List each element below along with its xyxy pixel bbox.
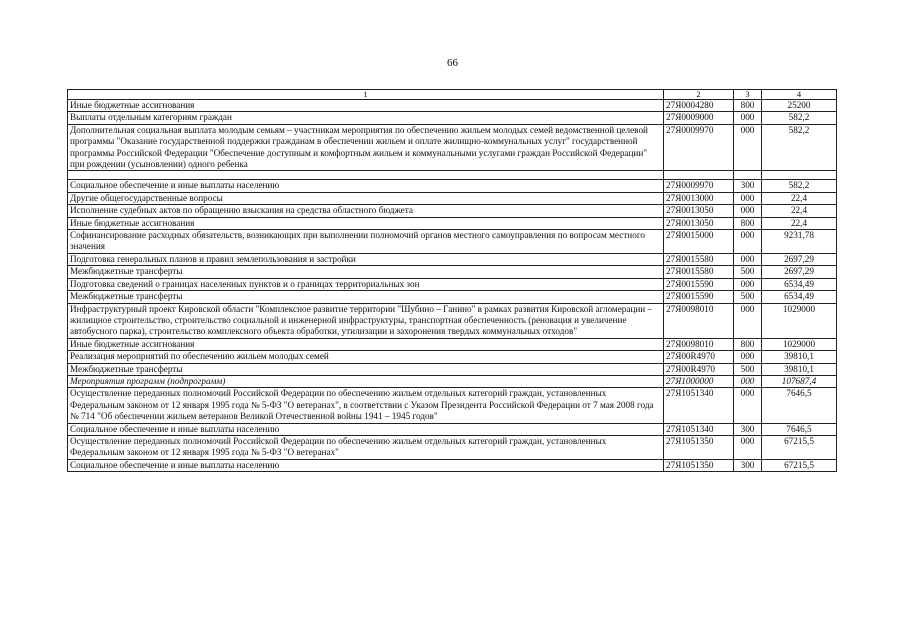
table-row xyxy=(68,100,837,112)
row-name-cell: Другие общегосударственные вопросы xyxy=(68,192,664,204)
row-name-cell: Дополнительная социальная выплата молодым семьям – участникам мероприятия по обеспечению жильем молодых семей ведомственной целевой программы "Оказание государственной поддержки гражданам в обеспечении жильем и оплате жилищно-коммунальных услуг" государственной программы Российской Федерации "Обеспечение доступным и комфортным жильем и коммунальными услугами граждан Российской Федерации" при рождении (усыновлении) одного ребенка xyxy=(68,124,664,171)
row-expense-type-cell: 000 xyxy=(734,192,762,204)
row-name-cell: Выплаты отдельным категориям граждан xyxy=(68,112,664,124)
row-code-cell: 27Я1051340 xyxy=(664,423,734,435)
table-row xyxy=(68,388,837,423)
header-col-3: 3 xyxy=(734,90,762,100)
table-row xyxy=(68,112,837,124)
row-name-cell: Подготовка сведений о границах населенных пунктов и о границах территориальных зон xyxy=(68,278,664,290)
row-code-cell: 27Я1051350 xyxy=(664,435,734,459)
table-row xyxy=(68,278,837,290)
row-name-cell: Осуществление переданных полномочий Российской Федерации по обеспечению жильем отдельных категорий граждан, установленных Федеральным законом от 12 января 1995 года № 5-ФЗ "О ветеранах", в соответствии с Указом Президента Российской Федерации от 7 мая 2008 года № 714 "Об обеспечении жильем ветеранов Великой Отечественной войны 1941 – 1945 годов" xyxy=(68,388,664,423)
table-row xyxy=(68,303,837,338)
row-sum-cell: 22,4 xyxy=(762,192,837,204)
row-expense-type-cell: 000 xyxy=(734,435,762,459)
row-expense-type-cell: 000 xyxy=(734,230,762,254)
row-name-cell: Мероприятия программ (подпрограмм) xyxy=(68,375,664,387)
row-name-cell: Социальное обеспечение и иные выплаты населению xyxy=(68,459,664,471)
row-expense-type-cell: 800 xyxy=(734,217,762,229)
row-sum-cell: 2697,29 xyxy=(762,266,837,278)
table-row xyxy=(68,375,837,387)
row-expense-type-cell: 000 xyxy=(734,112,762,124)
row-expense-type-cell: 800 xyxy=(734,338,762,350)
row-code-cell: 27Я0009000 xyxy=(664,112,734,124)
row-name-cell: Иные бюджетные ассигнования xyxy=(68,217,664,229)
row-expense-type-cell: 300 xyxy=(734,459,762,471)
row-sum-cell: 7646,5 xyxy=(762,388,837,423)
table-header-row xyxy=(68,90,837,100)
row-expense-type-cell: 300 xyxy=(734,423,762,435)
row-expense-type-cell: 000 xyxy=(734,124,762,171)
row-expense-type-cell: 800 xyxy=(734,100,762,112)
table-row xyxy=(68,192,837,204)
row-expense-type-cell: 000 xyxy=(734,388,762,423)
spacer-cell xyxy=(734,171,762,180)
row-sum-cell: 22,4 xyxy=(762,217,837,229)
row-name-cell: Межбюджетные трансферты xyxy=(68,266,664,278)
row-sum-cell: 39810,1 xyxy=(762,363,837,375)
row-name-cell: Инфраструктурный проект Кировской области "Комплексное развитие территории "Шубино – Ганино" в рамках развития Кировской агломерации – жилищное строительство, строительство социальной и инженерной инфраструктуры, транспортная обеспеченность (реновация и увеличение автобусного парка), строительство комплексного объекта обработки, утилизации и захоронения твердых коммунальных отходов" xyxy=(68,303,664,338)
row-code-cell: 27Я00R4970 xyxy=(664,351,734,363)
row-expense-type-cell: 000 xyxy=(734,351,762,363)
spacer-cell xyxy=(664,171,734,180)
row-name-cell: Иные бюджетные ассигнования xyxy=(68,338,664,350)
row-sum-cell: 107687,4 xyxy=(762,375,837,387)
row-code-cell: 27Я0015590 xyxy=(664,291,734,303)
row-name-cell: Осуществление переданных полномочий Российской Федерации по обеспечению жильем отдельных категорий граждан, установленных Федеральным законом от 12 января 1995 года № 5-ФЗ "О ветеранах" xyxy=(68,435,664,459)
row-expense-type-cell: 500 xyxy=(734,266,762,278)
row-sum-cell: 67215,5 xyxy=(762,435,837,459)
row-sum-cell: 1029000 xyxy=(762,338,837,350)
row-sum-cell: 2697,29 xyxy=(762,253,837,265)
row-sum-cell: 25200 xyxy=(762,100,837,112)
row-expense-type-cell: 500 xyxy=(734,291,762,303)
table-row xyxy=(68,230,837,254)
row-expense-type-cell: 000 xyxy=(734,205,762,217)
row-code-cell: 27Я00R4970 xyxy=(664,363,734,375)
table-row xyxy=(68,253,837,265)
row-name-cell: Межбюджетные трансферты xyxy=(68,291,664,303)
header-col-2: 2 xyxy=(664,90,734,100)
table-row xyxy=(68,266,837,278)
row-sum-cell: 6534,49 xyxy=(762,291,837,303)
row-code-cell: 27Я1051340 xyxy=(664,388,734,423)
row-sum-cell: 39810,1 xyxy=(762,351,837,363)
row-sum-cell: 582,2 xyxy=(762,180,837,192)
row-expense-type-cell: 000 xyxy=(734,375,762,387)
table-body xyxy=(68,100,837,472)
row-code-cell: 27Я0015000 xyxy=(664,230,734,254)
budget-table xyxy=(67,89,837,472)
row-expense-type-cell: 300 xyxy=(734,180,762,192)
row-code-cell: 27Я0015580 xyxy=(664,266,734,278)
row-sum-cell: 22,4 xyxy=(762,205,837,217)
row-expense-type-cell: 500 xyxy=(734,363,762,375)
row-name-cell: Софинансирование расходных обязательств, возникающих при выполнении полномочий органов местного самоуправления по вопросам местного значения xyxy=(68,230,664,254)
row-code-cell: 27Я0009970 xyxy=(664,180,734,192)
row-expense-type-cell: 000 xyxy=(734,278,762,290)
table-row xyxy=(68,459,837,471)
row-code-cell: 27Я0013000 xyxy=(664,192,734,204)
table-row xyxy=(68,351,837,363)
row-name-cell: Иные бюджетные ассигнования xyxy=(68,100,664,112)
table-row xyxy=(68,205,837,217)
row-code-cell: 27Я0013050 xyxy=(664,217,734,229)
row-name-cell: Социальное обеспечение и иные выплаты населению xyxy=(68,180,664,192)
table-row xyxy=(68,291,837,303)
row-sum-cell: 582,2 xyxy=(762,124,837,171)
row-code-cell: 27Я0015580 xyxy=(664,253,734,265)
row-sum-cell: 7646,5 xyxy=(762,423,837,435)
header-col-4: 4 xyxy=(762,90,837,100)
row-sum-cell: 6534,49 xyxy=(762,278,837,290)
table-row xyxy=(68,435,837,459)
row-sum-cell: 582,2 xyxy=(762,112,837,124)
row-expense-type-cell: 000 xyxy=(734,253,762,265)
row-name-cell: Межбюджетные трансферты xyxy=(68,363,664,375)
row-sum-cell: 1029000 xyxy=(762,303,837,338)
row-expense-type-cell: 000 xyxy=(734,303,762,338)
table-row xyxy=(68,338,837,350)
row-name-cell: Исполнение судебных актов по обращению взыскания на средства областного бюджета xyxy=(68,205,664,217)
table-row xyxy=(68,217,837,229)
row-name-cell: Социальное обеспечение и иные выплаты населению xyxy=(68,423,664,435)
spacer-cell xyxy=(68,171,664,180)
row-code-cell: 27Я1000000 xyxy=(664,375,734,387)
row-code-cell: 27Я0013050 xyxy=(664,205,734,217)
row-spacer xyxy=(68,171,837,180)
row-name-cell: Реализация мероприятий по обеспечению жильем молодых семей xyxy=(68,351,664,363)
table-row xyxy=(68,180,837,192)
table-row xyxy=(68,124,837,171)
header-col-1: 1 xyxy=(68,90,664,100)
row-name-cell: Подготовка генеральных планов и правил землепользования и застройки xyxy=(68,253,664,265)
row-code-cell: 27Я1051350 xyxy=(664,459,734,471)
row-code-cell: 27Я0015590 xyxy=(664,278,734,290)
table-row xyxy=(68,423,837,435)
spacer-cell xyxy=(762,171,837,180)
table-row xyxy=(68,363,837,375)
row-sum-cell: 67215,5 xyxy=(762,459,837,471)
row-sum-cell: 9231,78 xyxy=(762,230,837,254)
page-number: 66 xyxy=(447,57,458,69)
row-code-cell: 27Я0098010 xyxy=(664,338,734,350)
row-code-cell: 27Я0009970 xyxy=(664,124,734,171)
row-code-cell: 27Я0098010 xyxy=(664,303,734,338)
row-code-cell: 27Я0004280 xyxy=(664,100,734,112)
